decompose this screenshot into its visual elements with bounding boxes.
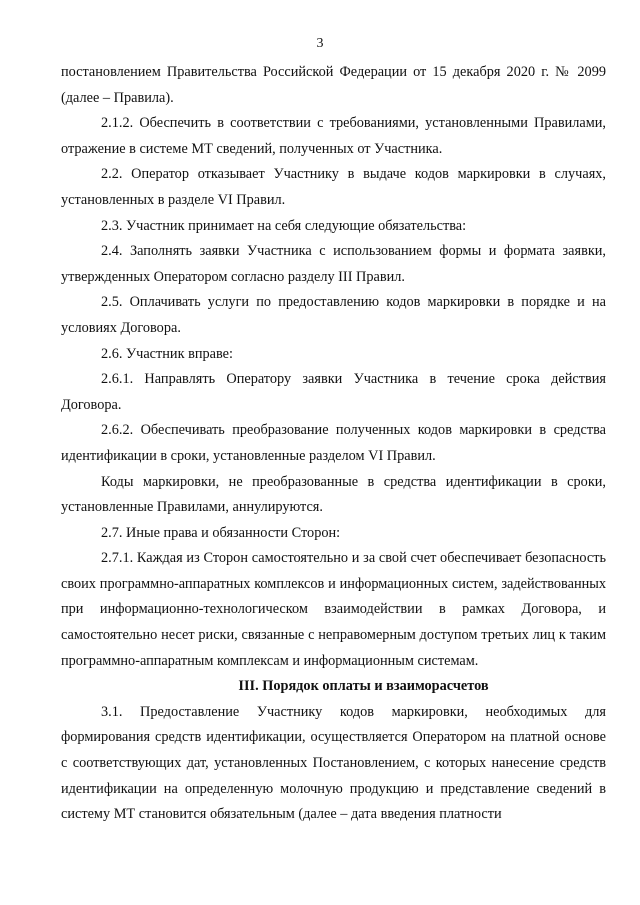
paragraph-2-6-2: 2.6.2. Обеспечивать преобразование полученных кодов маркировки в средства идентификации в сроки, установленные разделом VI Правил. — [61, 422, 606, 464]
paragraph-2-1-2: 2.1.2. Обеспечить в соответствии с требованиями, установленными Правилами, отражение в системе МТ сведений, полученных от Участника. — [61, 115, 606, 157]
paragraph-2-6: 2.6. Участник вправе: — [101, 345, 233, 362]
paragraph-2-4: 2.4. Заполнять заявки Участника с использованием формы и формата заявки, утвержденных Оператором согласно разделу III Правил. — [61, 243, 606, 285]
section-heading: III. Порядок оплаты и взаиморасчетов — [238, 678, 489, 695]
page-number: 3 — [316, 36, 324, 51]
paragraph-2-7: 2.7. Иные права и обязанности Сторон: — [101, 524, 341, 541]
paragraph-2-2: 2.2. Оператор отказывает Участнику в выдаче кодов маркировки в случаях, установленных в разделе VI Правил. — [61, 166, 606, 208]
paragraph-annul: Коды маркировки, не преобразованные в средства идентификации в сроки, установленные Правилами, аннулируются. — [61, 473, 606, 516]
document-body — [61, 60, 606, 828]
paragraph-3-1: 3.1. Предоставление Участнику кодов маркировки, необходимых для формирования средств идентификации, осуществляется Оператором на платной основе с соответствующих дат, установленных Постановлением, с которых нанесение средств идентификации на определенную молочную продукцию и представление сведений в систему МТ становится обязательным (далее – дата введения платности — [61, 703, 606, 823]
paragraph-2-5: 2.5. Оплачивать услуги по предоставлению кодов маркировки в порядке и на условиях Договора. — [61, 294, 606, 336]
paragraph-continuation: постановлением Правительства Российской Федерации от 15 декабря 2020 г. № 2099 (далее – Правила). — [61, 64, 606, 106]
paragraph-2-6-1: 2.6.1. Направлять Оператору заявки Участника в течение срока действия Договора. — [61, 371, 606, 413]
paragraph-2-7-1: 2.7.1. Каждая из Сторон самостоятельно и за свой счет обеспечивает безопасность своих программно-аппаратных комплексов и информационных систем, задействованных при информационно-технологическом взаимодействии в рамках Договора, и самостоятельно несет риски, связанные с неправомерным доступом третьих лиц к таким программно-аппаратным комплексам и информационным системам. — [61, 550, 606, 669]
paragraph-2-3: 2.3. Участник принимает на себя следующие обязательства: — [101, 217, 467, 234]
